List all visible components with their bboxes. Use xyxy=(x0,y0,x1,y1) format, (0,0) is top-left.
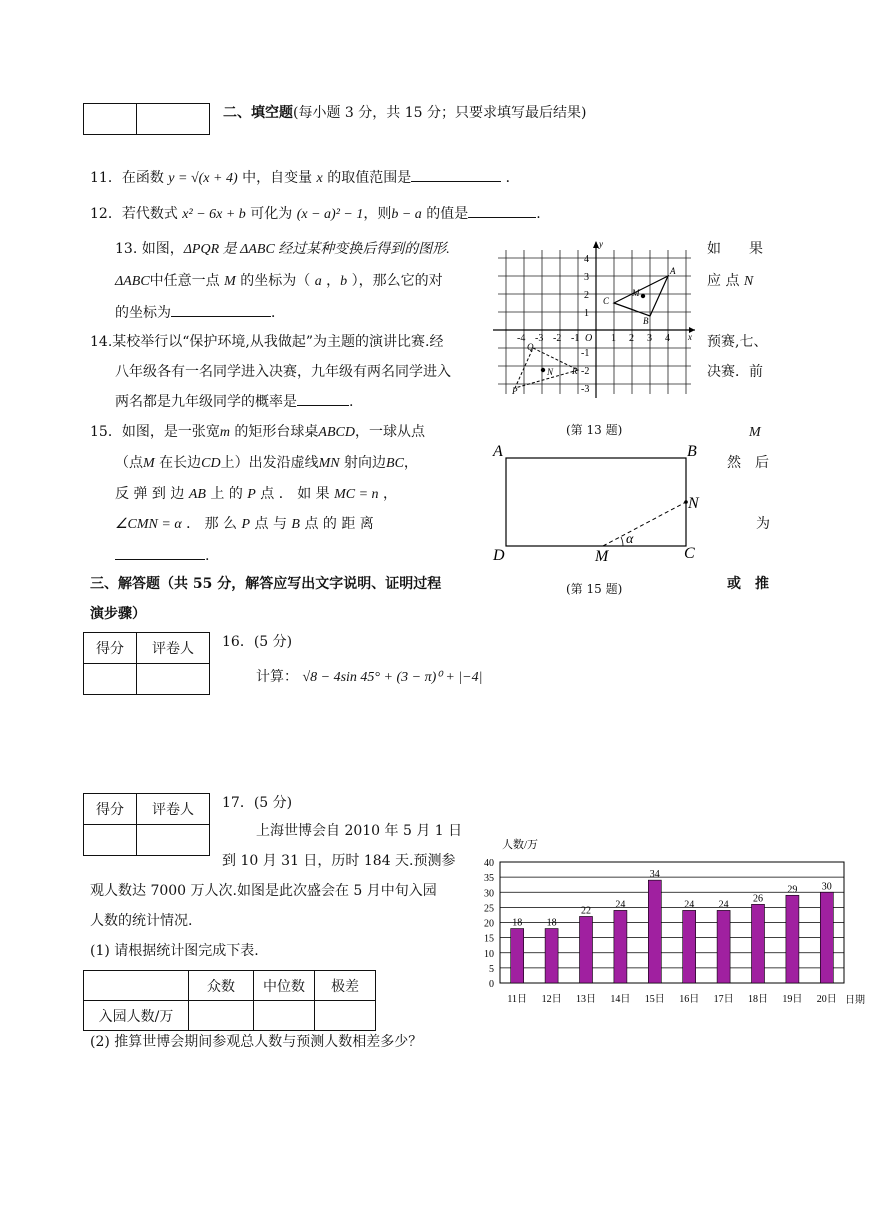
label-m: M xyxy=(632,288,640,298)
data-label: 22 xyxy=(581,905,591,917)
score-cell[interactable] xyxy=(84,104,137,135)
question-17-heading: 17．(5 分) xyxy=(222,795,293,811)
section3-heading: 三、解答题（共 55 分，解答应写出文字说明、证明过程 xyxy=(90,576,442,592)
bar xyxy=(820,892,833,983)
score-box-top xyxy=(83,103,210,135)
data-label: 26 xyxy=(753,893,763,905)
label-b: B xyxy=(643,316,649,326)
x-tick: 4 xyxy=(665,333,670,344)
x-tick: -3 xyxy=(535,333,544,344)
table-header-mode: 众数 xyxy=(189,971,254,1001)
label-a: A xyxy=(493,443,503,460)
grader-cell[interactable] xyxy=(137,104,210,135)
score-cell[interactable] xyxy=(84,825,137,856)
y-tick-label: 35 xyxy=(484,873,494,885)
y-tick-label: 5 xyxy=(489,963,494,975)
question-14-line3: 两名都是九年级同学的概率是 . xyxy=(115,391,353,412)
y-tick-label: 40 xyxy=(484,858,494,869)
x-tick-label: 20日 xyxy=(816,994,837,1005)
label-r: R xyxy=(572,366,578,376)
bar xyxy=(717,910,730,983)
label-d: D xyxy=(493,547,505,564)
bar xyxy=(683,910,696,983)
question-13-line3: 的坐标为 ． xyxy=(115,302,285,323)
x-tick: -1 xyxy=(571,333,580,344)
label-n: N xyxy=(688,495,699,512)
table-cell-median[interactable] xyxy=(254,1001,315,1031)
figure-13-caption: (第 13 题) xyxy=(566,423,623,437)
x-tick: -2 xyxy=(553,333,562,344)
x-axis-title: 日期 xyxy=(845,995,865,1006)
question-17-sub-2: (2) 推算世博会期间参观总人数与预测人数相差多少？ xyxy=(90,1034,423,1050)
score-box-16 xyxy=(83,632,210,695)
label-c: C xyxy=(684,545,695,562)
question-17-sub-1: (1) 请根据统计图完成下表. xyxy=(90,943,259,959)
question-17-text-3: 观人数达 7000 万人次.如图是此次盛会在 5 月中旬入园 xyxy=(90,883,437,899)
question-15-line3: 反 弹 到 边 AB 上 的 P 点 ． 如 果 MC = n ， xyxy=(115,486,398,502)
path-mn xyxy=(603,502,686,546)
grader-cell[interactable] xyxy=(137,664,210,695)
figure-15-caption: (第 15 题) xyxy=(566,582,623,596)
y-tick: -2 xyxy=(581,366,590,377)
answer-blank-12[interactable] xyxy=(468,203,536,218)
table-cell-mode[interactable] xyxy=(189,1001,254,1031)
question-16-heading: 16．(5 分) xyxy=(222,634,293,650)
question-13-line1: 13. 如图，ΔPQR 是 ΔABC 经过某种变换后得到的图形. xyxy=(115,241,450,257)
x-tick-label: 17日 xyxy=(713,994,734,1005)
bar xyxy=(786,895,799,983)
y-tick: 2 xyxy=(584,290,589,301)
question-14-line1-right: 预赛,七、 xyxy=(707,334,768,350)
question-16-expression: 计算： √8 − 4sin 45° + (3 − π)⁰ + |−4| xyxy=(256,669,483,685)
label-m: M xyxy=(595,548,609,565)
score-label: 得分 xyxy=(84,794,137,825)
question-12: 12．若代数式 x² − 6x + b 可化为 (x − a)² − 1，则b − a 的值是 . xyxy=(90,203,541,225)
x-tick-label: 11日 xyxy=(507,994,528,1005)
x-tick-label: 13日 xyxy=(576,994,596,1005)
point-m xyxy=(641,294,645,298)
y-tick-label: 0 xyxy=(489,979,494,990)
data-label: 18 xyxy=(512,917,523,929)
bar xyxy=(580,916,593,983)
y-tick: 1 xyxy=(584,308,589,319)
question-15-line1-right: M xyxy=(749,425,761,440)
x-tick: 1 xyxy=(611,333,616,344)
visitor-bar-chart xyxy=(462,838,867,1010)
section2-heading: 二、填空题(每小题 3 分，共 15 分；只要求填写最后结果) xyxy=(223,105,587,121)
label-p: P xyxy=(512,386,518,396)
coordinate-figure xyxy=(493,238,698,398)
question-17-text-4: 人数的统计情况. xyxy=(90,913,193,929)
x-tick-label: 18日 xyxy=(748,994,768,1005)
label-n: N xyxy=(547,367,554,377)
question-11: 11．在函数 y = √(x + 4) 中，自变量 x 的取值范围是 ． xyxy=(90,167,520,189)
bar xyxy=(545,929,558,983)
label-a: A xyxy=(670,266,676,276)
label-c: C xyxy=(603,296,610,306)
data-label: 24 xyxy=(718,899,729,911)
data-label: 34 xyxy=(649,869,660,881)
y-axis-title: 人数/万 xyxy=(502,839,539,851)
answer-blank-14[interactable] xyxy=(297,391,349,406)
x-tick-label: 16日 xyxy=(679,994,700,1005)
table-corner xyxy=(84,971,189,1001)
y-tick: 4 xyxy=(584,254,589,265)
x-tick-label: 14日 xyxy=(610,994,631,1005)
question-15-line1: 15．如图，是一张宽m 的矩形台球桌ABCD，一球从点 xyxy=(90,424,425,440)
x-tick: 3 xyxy=(647,333,652,344)
table-header-range: 极差 xyxy=(315,971,376,1001)
question-15-line2: （点M 在长边CD上）出发沿虚线MN 射向边BC， xyxy=(115,455,418,471)
section3-heading-line2: 演步骤） xyxy=(90,606,146,622)
y-tick-label: 20 xyxy=(484,918,494,930)
section3-heading-right: 或 推 xyxy=(727,576,769,592)
point-n xyxy=(541,368,545,372)
data-label: 30 xyxy=(821,881,832,893)
answer-blank-13[interactable] xyxy=(171,302,271,317)
question-15-line5: . xyxy=(115,545,209,566)
label-alpha: α xyxy=(626,532,634,547)
bar xyxy=(511,929,524,983)
data-label: 24 xyxy=(615,899,626,911)
answer-blank-15[interactable] xyxy=(115,545,205,560)
table-row-label: 入园人数/万 xyxy=(84,1001,189,1031)
grader-label: 评卷人 xyxy=(137,633,210,664)
y-tick-label: 25 xyxy=(484,903,494,915)
x-axis-label: x xyxy=(688,332,692,342)
score-cell[interactable] xyxy=(84,664,137,695)
question-17-text-2: 到 10 月 31 日，历时 184 天.预测参 xyxy=(222,853,456,869)
y-tick-label: 30 xyxy=(484,888,494,900)
grader-cell[interactable] xyxy=(137,825,210,856)
question-15-line4-right: 为 xyxy=(756,516,770,532)
question-13-line1-right: 如 果 xyxy=(707,241,763,257)
x-tick-label: 12日 xyxy=(541,994,562,1005)
bar xyxy=(752,904,765,983)
question-15-line4: ∠CMN = α ． 那 么 P 点 与 B 点 的 距 离 xyxy=(115,516,374,532)
data-label: 29 xyxy=(787,884,798,896)
x-tick: -4 xyxy=(517,333,526,344)
table-rectangle xyxy=(506,458,686,546)
score-label: 得分 xyxy=(84,633,137,664)
question-14-line2: 八年级各有一名同学进入决赛，九年级有两名同学进入 xyxy=(115,364,451,380)
label-q: Q xyxy=(527,342,534,352)
x-tick: 2 xyxy=(629,333,634,344)
table-cell-range[interactable] xyxy=(315,1001,376,1031)
bar xyxy=(614,910,627,983)
answer-blank-11[interactable] xyxy=(411,167,501,182)
bar xyxy=(648,880,661,983)
question-14-line2-right: 决赛．前 xyxy=(707,364,763,380)
data-label: 18 xyxy=(546,917,557,929)
y-tick: -3 xyxy=(581,384,590,395)
y-tick-label: 10 xyxy=(484,948,494,960)
y-tick: -1 xyxy=(581,348,590,359)
grader-label: 评卷人 xyxy=(137,794,210,825)
y-tick: 3 xyxy=(584,272,589,283)
table-header-median: 中位数 xyxy=(254,971,315,1001)
y-tick-label: 15 xyxy=(484,933,494,945)
billiard-figure xyxy=(488,440,708,568)
label-b: B xyxy=(687,443,697,460)
question-13-line2-right: 应 点 N xyxy=(707,273,754,289)
question-14-line1: 14.某校举行以“保护环境,从我做起”为主题的演讲比赛.经 xyxy=(90,334,444,350)
origin-label: O xyxy=(585,333,593,344)
y-axis-label: y xyxy=(599,239,603,249)
x-tick-label: 15日 xyxy=(644,994,665,1005)
data-label: 24 xyxy=(684,899,695,911)
question-13-line2: ΔABC中任意一点 M 的坐标为（ a ，b ），那么它的对 xyxy=(115,273,443,289)
question-15-line2-right: 然 后 xyxy=(727,455,769,471)
answer-table xyxy=(83,970,376,1031)
question-17-text-1: 上海世博会自 2010 年 5 月 1 日 xyxy=(256,823,463,839)
score-box-17 xyxy=(83,793,210,856)
x-tick-label: 19日 xyxy=(782,994,803,1005)
